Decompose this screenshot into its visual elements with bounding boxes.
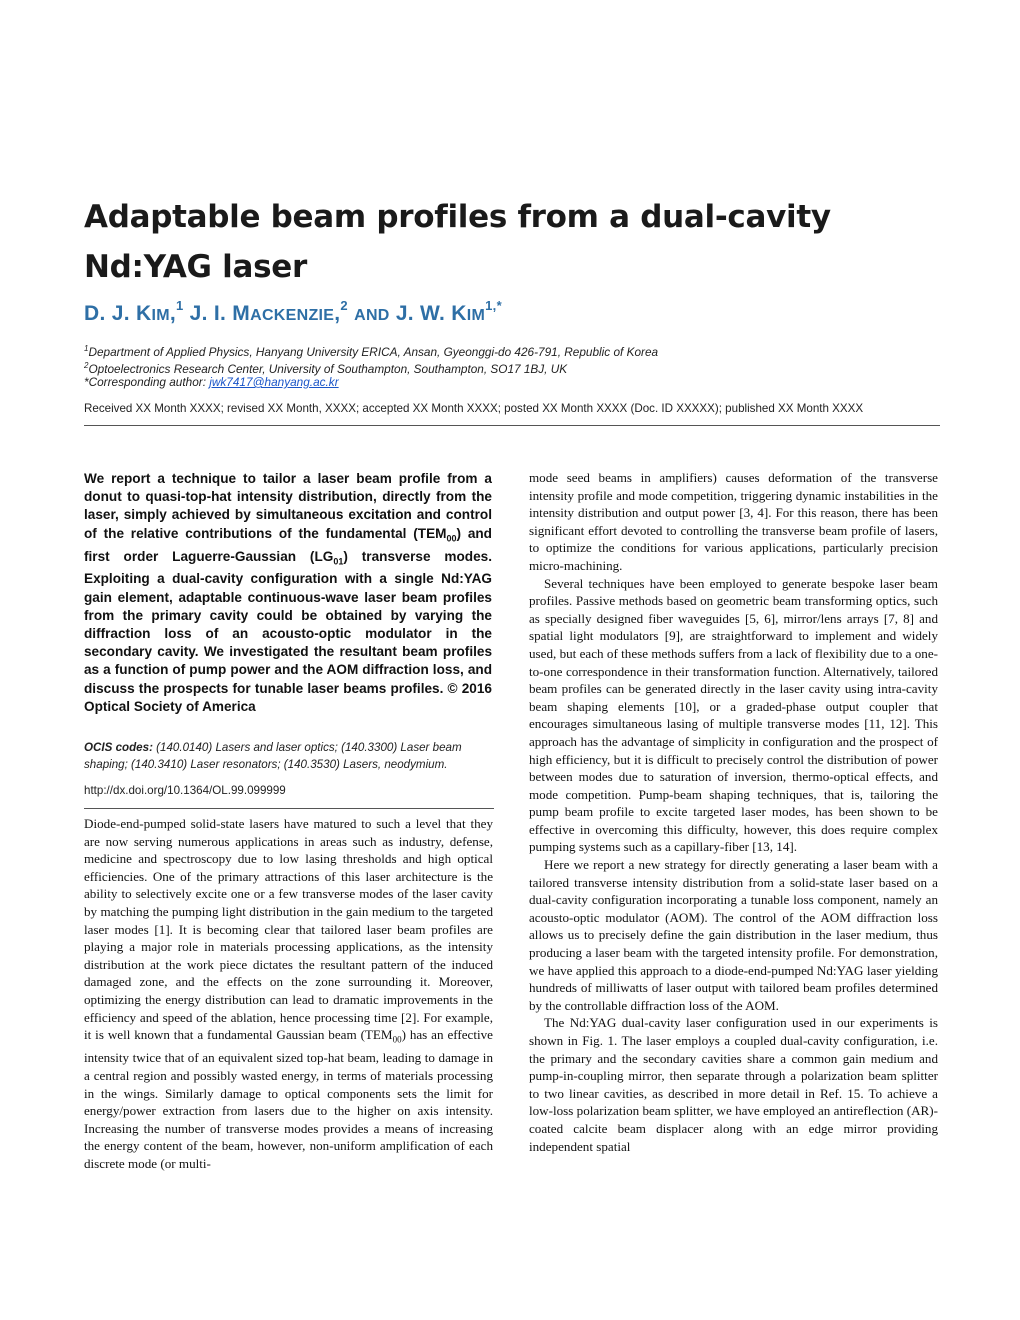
corresponding-email-link[interactable]: jwk7417@hanyang.ac.kr bbox=[209, 375, 339, 389]
intro-paragraph bbox=[84, 815, 493, 1172]
author-2: J. I. MACKENZIE,$^2$ bbox=[189, 298, 348, 325]
abstract bbox=[84, 470, 492, 716]
author-2-surname: ACKENZIE bbox=[250, 307, 335, 324]
author-3-surname: IM bbox=[466, 307, 486, 324]
author-3-affil-mark: 1,* bbox=[485, 298, 502, 313]
author-1-initials: D. J. K bbox=[84, 302, 152, 325]
paper-title: Adaptable beam profiles from a dual-cavity Nd:YAG laser bbox=[84, 199, 831, 285]
abstract-subscript-2: 01 bbox=[333, 556, 344, 567]
author-1: D. J. KIM,$^1$ bbox=[84, 298, 184, 325]
abstract-subscript-1: 00 bbox=[446, 533, 457, 544]
author-2-affil-mark: 2 bbox=[340, 298, 348, 313]
body-column-left bbox=[84, 815, 493, 1172]
abstract-part-3: ) transverse modes. Exploiting a dual-cavity configuration with a single Nd:YAG gain element, adaptable continuous-wave laser beam profiles from the primary cavity could be obtained by varying the diffraction loss of an acousto-optic modulator in the secondary cavity. We investigated the resultant beam profiles as a function of pump power and the AOM diffraction loss, and discuss the prospects for tunable laser beams profiles. © 2016 Optical Society of America bbox=[84, 548, 492, 714]
paragraph-continued: mode seed beams in amplifiers) causes deformation of the transverse intensity profile and mode competition, triggering dynamic instabilities in the intensity distribution and output power [3, 4]. For this reason, there has been significant effort devoted to controlling the transverse beam profile of lasers, to optimize the conditions for various applications, particularly precision micro-machining. bbox=[529, 470, 938, 573]
author-list bbox=[84, 300, 502, 326]
abstract-part-1: We report a technique to tailor a laser beam profile from a donut to quasi-top-hat intensity distribution, directly from the laser, simply achieved by simultaneous excitation and control of the relative contributions of the fundamental (TEM bbox=[84, 471, 492, 541]
ocis-codes bbox=[84, 739, 494, 773]
author-1-affil-mark: 1 bbox=[175, 298, 184, 313]
abstract-divider bbox=[84, 808, 494, 809]
author-3 bbox=[395, 298, 502, 325]
affiliation-2-mark: 2 bbox=[84, 361, 89, 370]
ocis-text: (140.0140) Lasers and laser optics; (140.3300) Laser beam shaping; (140.3410) Laser resonators; (140.3530) Lasers, neodymium. bbox=[84, 741, 462, 771]
author-3-initials: J. W. K bbox=[395, 302, 467, 325]
doi-link[interactable]: http://dx.doi.org/10.1364/OL.99.099999 bbox=[84, 784, 286, 797]
received-dates: Received XX Month XXXX; revised XX Month, XXXX; accepted XX Month XXXX; posted XX Month XXXX (Doc. ID XXXXX); published XX Month XXXX bbox=[84, 402, 864, 415]
abstract-part-2: ) and first order Laguerre-Gaussian (LG bbox=[84, 525, 492, 564]
author-1-surname: IM bbox=[151, 307, 170, 324]
intro-subscript: 00 bbox=[392, 1034, 402, 1045]
affiliation-2-text: Optoelectronics Research Center, University of Southampton, Southampton, SO17 1BJ, UK bbox=[88, 361, 568, 376]
paragraph-configuration: The Nd:YAG dual-cavity laser configuration used in our experiments is shown in Fig. 1. The laser employs a coupled dual-cavity configuration, i.e. the primary and the secondary cavities share a common gain medium and pump-in-coupling mirror, then separate through a polarization beam splitter to two linear cavities, as described in more detail in Ref. 15. To achieve a low-loss polarization beam splitter, we have employed an antireflection (AR)-coated calcite beam displacer along with an edge mirror providing independent spatial bbox=[529, 1015, 938, 1154]
body-column-right bbox=[529, 469, 938, 1155]
paragraph-techniques: Several techniques have been employed to generate bespoke laser beam profiles. Passive methods based on geometric beam transforming optics, such as specially designed fiber waveguides [5, 6], mirror/lens arrays [7, 8] and spatial light modulators [9], are straightforward to implement and widely used, but each of these methods suffers from a lack of flexibility due to a one-to-one correspondence in their transformation function. Alternatively, tailored beam profiles can be generated directly in the laser cavity using intra-cavity beam shaping elements [10], or a graded-phase output coupler that encourages simultaneous lasing of multiple transverse modes [11, 12]. This approach has the advantage of simplicity in configuration and the prospect of high efficiency, but it is difficult to precisely control the distribution of power between modes due to saturation of inversion, thermo-optical effects, and mode competition. Pump-beam shaping techniques, that is, tailoring the pump beam profile to excite targeted laser modes, has been shown to be effective in overcoming this difficulty, however, this does require complex pumping systems such as a capillary-fiber [13, 14]. bbox=[529, 575, 938, 855]
ocis-label: OCIS codes: bbox=[84, 741, 153, 754]
paragraph-strategy: Here we report a new strategy for directly generating a laser beam with a tailored transverse intensity distribution from a solid-state laser based on a dual-cavity configuration incorporating a tunable loss component, namely an acousto-optic modulator (AOM). The control of the AOM diffraction loss allows us to precisely define the gain distribution in the laser medium, thus producing a laser beam with the targeted intensity profile. For demonstration, we have applied this approach to a diode-end-pumped Nd:YAG laser yielding hundreds of milliwatts of laser output with tailored beam profiles determined by the controllable diffraction loss of the AOM. bbox=[529, 857, 938, 1013]
author-2-initials: J. I. M bbox=[189, 302, 251, 325]
affiliation-1-text: Department of Applied Physics, Hanyang University ERICA, Ansan, Gyeonggi-do 426-791, Republic of Korea bbox=[88, 344, 659, 359]
corresponding-author-label: *Corresponding author: bbox=[84, 375, 210, 389]
affiliation-1-mark: 1 bbox=[84, 344, 89, 353]
intro-paragraph-part-1: Diode-end-pumped solid-state lasers have matured to such a level that they are now serving numerous applications in areas such as industry, defense, medicine and spectroscopy due to low lasing thresholds and high optical efficiencies. One of the primary attractions of this laser architecture is the ability to selectively excite one or a few transverse modes of the laser cavity by matching the pumping light distribution in the gain medium to the targeted laser modes [1]. It is becoming clear that tailored laser beam profiles are playing a major role in materials processing applications, as the intensity distribution at the work piece dictates the resultant pattern of the induced damaged zone, and the effects on the zone surrounding it. Moreover, optimizing the energy distribution can lead to dramatic improvements in the efficiency and speed of the ablation, hence processing time [2]. For example, it is well known that a fundamental Gaussian beam (TEM bbox=[84, 816, 493, 1043]
intro-paragraph-part-2: ) has an effective intensity twice that of an equivalent sized top-hat beam, leading to damage in a central region and possibly wasted energy, in terms of materials processing in the wings. Similarly damage to optical components sets the limit for energy/power extraction from lasers due to the higher on axis intensity. Increasing the number of transverse modes provides a means of increasing the energy content of the beam, however, non-uniform amplification of each discrete mode (or multi- bbox=[84, 1027, 493, 1171]
header-divider bbox=[84, 425, 940, 426]
corresponding-author bbox=[84, 375, 944, 390]
author-and: AND bbox=[354, 307, 390, 324]
